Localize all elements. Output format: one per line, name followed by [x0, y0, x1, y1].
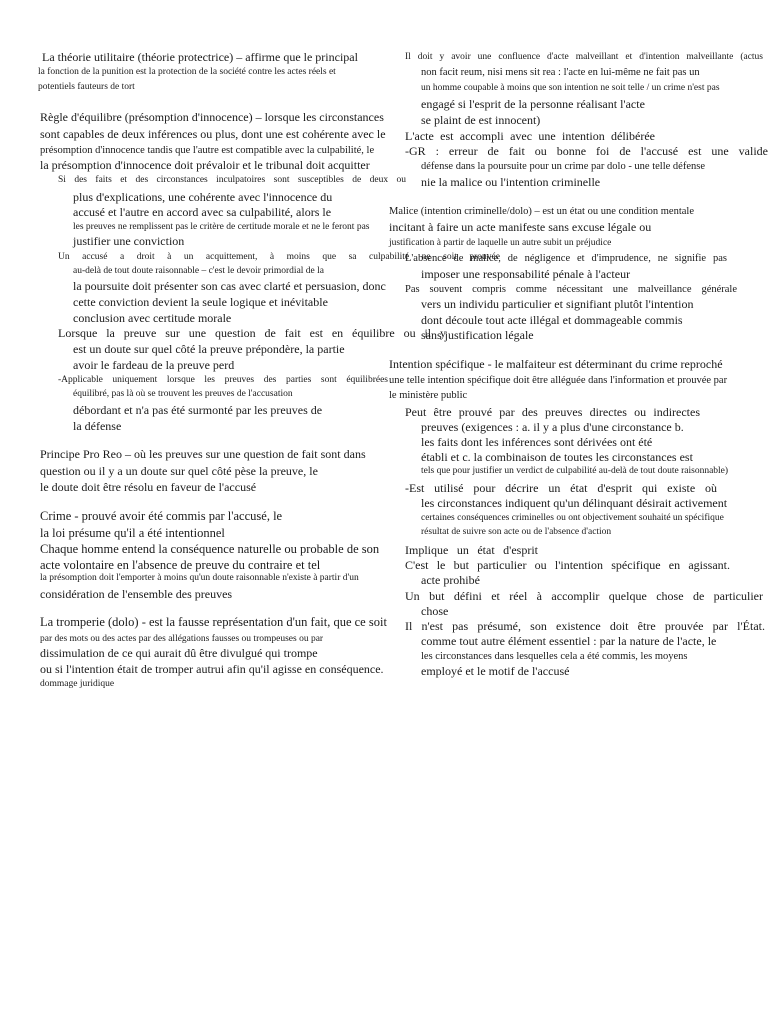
text-line: cette conviction devient la seule logique et inévitable — [73, 295, 328, 309]
text-line: avoir le fardeau de la preuve perd — [73, 358, 235, 372]
text-line: L'absence de malice, de négligence et d'imprudence, ne signifie pas — [405, 253, 727, 264]
text-line: la loi présume qu'il a été intentionnel — [40, 526, 225, 540]
text-line: nie la malice ou l'intention criminelle — [421, 175, 601, 189]
text-line: -Est utilisé pour décrire un état d'esprit qui existe où — [405, 482, 717, 495]
text-line: certaines conséquences criminelles ou ont objectivement souhaité un spécifique — [421, 513, 724, 523]
text-line: le ministère public — [389, 390, 468, 401]
text-line: preuves (exigences : a. il y a plus d'une circonstance b. — [421, 420, 684, 434]
text-line: potentiels fauteurs de tort — [38, 82, 135, 92]
text-line: -Applicable uniquement lorsque les preuves des parties sont équilibrées — [58, 375, 388, 385]
text-line: employé et le motif de l'accusé — [421, 664, 570, 678]
text-line: les circonstances indiquent qu'un délinquant désirait activement — [421, 496, 728, 510]
text-line: défense dans la poursuite pour un crime par dolo - une telle défense — [421, 161, 705, 172]
text-line: imposer une responsabilité pénale à l'acteur — [421, 267, 631, 281]
text-line: les faits dont les inférences sont dérivées ont été — [421, 435, 653, 449]
text-line: dissimulation de ce qui aurait dû être divulgué qui trompe — [40, 646, 318, 660]
text-line: par des mots ou des actes par des allégations fausses ou trompeuses ou par — [40, 634, 324, 644]
text-line: sans justification légale — [421, 328, 534, 342]
text-line: Un accusé a droit à un acquittement, à moins que sa culpabilité ne soit prouvée — [58, 252, 500, 262]
text-line: une telle intention spécifique doit être alléguée dans l'information et prouvée par — [389, 375, 728, 386]
text-line: les circonstances dans lesquelles cela a été commis, les moyens — [421, 651, 688, 662]
utilitarian-theory-heading: La théorie utilitaire (théorie protectrice) – affirme que le principal — [42, 50, 358, 64]
text-line: acte volontaire en l'absence de preuve du contraire et tel — [40, 558, 321, 572]
text-line: justifier une conviction — [73, 234, 185, 248]
text-line: la présomption doit l'emporter à moins qu'un doute raisonnable n'existe à partir d'un — [40, 573, 359, 583]
text-line: L'acte est accompli avec une intention délibérée — [405, 130, 655, 143]
text-line: conclusion avec certitude morale — [73, 311, 232, 325]
pro-reo-heading: Principe Pro Reo – où les preuves sur une question de fait sont dans — [40, 447, 366, 461]
text-line: Il n'est pas présumé, son existence doit être prouvée par l'État. — [405, 620, 765, 633]
text-line: Chaque homme entend la conséquence naturelle ou probable de son — [40, 542, 380, 556]
text-line: Peut être prouvé par des preuves directes ou indirectes — [405, 406, 700, 419]
deceit-heading: La tromperie (dolo) - est la fausse représentation d'un fait, que ce soit — [40, 615, 387, 629]
text-line: un homme coupable à moins que son intention ne soit telle / un crime n'est pas — [421, 83, 720, 93]
text-line: vers un individu particulier et signifiant plutôt l'intention — [421, 297, 694, 311]
equilibrium-rule-heading: Règle d'équilibre (présomption d'innocence) – lorsque les circonstances — [40, 110, 384, 124]
text-line: les preuves ne remplissent pas le critère de certitude morale et ne le feront pas — [73, 222, 370, 232]
text-line: présomption d'innocence tandis que l'autre est compatible avec la culpabilité, le — [40, 145, 375, 156]
text-line: justification à partir de laquelle un autre subit un préjudice — [389, 238, 612, 248]
text-line: sont capables de deux inférences ou plus, dont une est cohérente avec le — [40, 127, 386, 141]
text-line: comme tout autre élément essentiel : par la nature de l'acte, le — [421, 634, 717, 648]
text-line: la défense — [73, 419, 122, 433]
text-line: dommage juridique — [40, 679, 115, 689]
text-line: Lorsque la preuve sur une question de fait est en équilibre ou il y — [58, 327, 446, 340]
text-line: plus d'explications, une cohérente avec l'innocence du — [73, 190, 333, 204]
concurrence-heading: Il doit y avoir une confluence d'acte malveillant et d'intention malveillante (actus — [405, 52, 763, 62]
text-line: est un doute sur quel côté la preuve prépondère, la partie — [73, 342, 345, 356]
text-line: la présomption d'innocence doit prévaloir et le tribunal doit acquitter — [40, 158, 370, 172]
text-line: incitant à faire un acte manifeste sans excuse légale ou — [389, 220, 652, 234]
text-line: le doute doit être résolu en faveur de l'accusé — [40, 480, 257, 494]
text-line: Si des faits et des circonstances inculpatoires sont susceptibles de deux ou — [58, 175, 406, 185]
text-line: au-delà de tout doute raisonnable – c'est le devoir primordial de la — [73, 266, 324, 276]
text-line: se plaint de est innocent) — [421, 113, 541, 127]
text-line: tels que pour justifier un verdict de culpabilité au-delà de tout doute raisonnable) — [421, 466, 729, 476]
text-line: ou si l'intention était de tromper autrui afin qu'il agisse en conséquence. — [40, 662, 384, 676]
specific-intent-heading: Intention spécifique - le malfaiteur est déterminant du crime reproché — [389, 357, 723, 371]
text-line: résultat de suivre son acte ou de l'absence d'action — [421, 527, 612, 537]
text-line: accusé et l'autre en accord avec sa culpabilité, alors le — [73, 205, 332, 219]
text-line: la poursuite doit présenter son cas avec clarté et persuasion, donc — [73, 279, 386, 293]
text-line: Implique un état d'esprit — [405, 544, 538, 557]
text-line: question ou il y a un doute sur quel côté pèse la preuve, le — [40, 464, 318, 478]
text-line: Un but défini et réel à accomplir quelque chose de particulier — [405, 590, 763, 603]
text-line: équilibré, pas là où se trouvent les preuves de l'accusation — [73, 389, 293, 399]
text-line: acte prohibé — [421, 573, 480, 587]
text-line: considération de l'ensemble des preuves — [40, 587, 233, 601]
text-line: la fonction de la punition est la protection de la société contre les actes réels et — [38, 67, 336, 77]
crime-heading: Crime - prouvé avoir été commis par l'accusé, le — [40, 509, 283, 523]
text-line: Pas souvent compris comme nécessitant une malveillance générale — [405, 284, 737, 295]
text-line: -GR : erreur de fait ou bonne foi de l'accusé est une valide — [405, 145, 768, 158]
text-line: engagé si l'esprit de la personne réalisant l'acte — [421, 97, 645, 111]
text-line: C'est le but particulier ou l'intention spécifique en agissant. — [405, 559, 730, 572]
text-line: établi et c. la combinaison de toutes les circonstances est — [421, 450, 693, 464]
text-line: dont découle tout acte illégal et dommageable commis — [421, 313, 683, 327]
text-line: chose — [421, 604, 449, 618]
text-line: débordant et n'a pas été surmonté par les preuves de — [73, 403, 323, 417]
malice-heading: Malice (intention criminelle/dolo) – est un état ou une condition mentale — [389, 206, 694, 217]
text-line: non facit reum, nisi mens sit rea : l'acte en lui-même ne fait pas un — [421, 67, 700, 78]
